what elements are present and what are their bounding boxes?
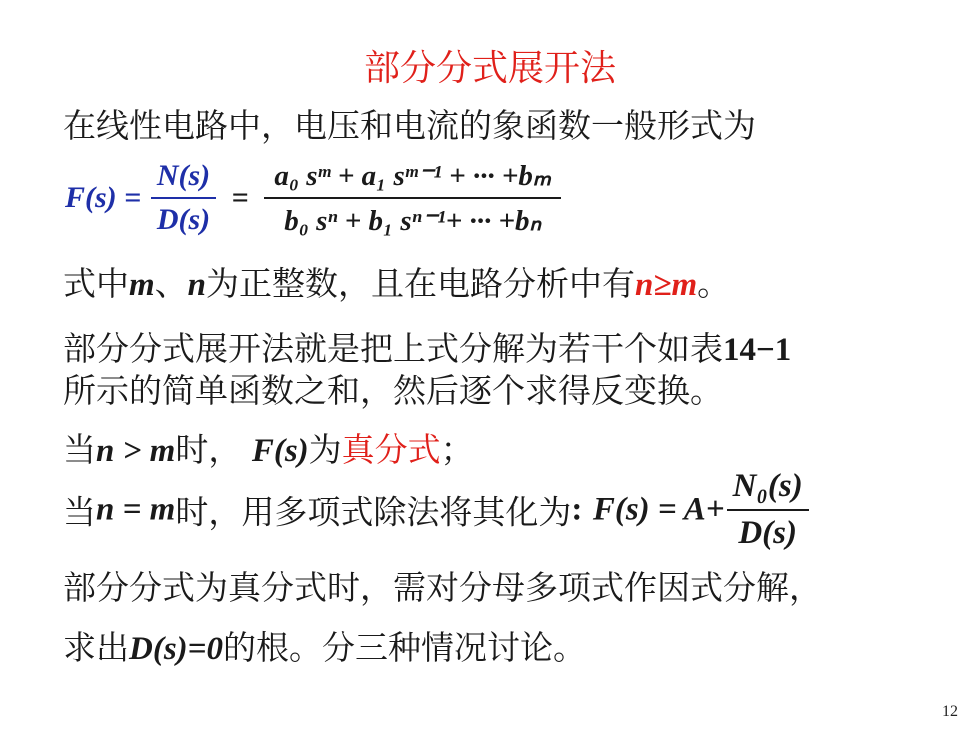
case-F: F(s) [251,433,309,469]
condition-sep: 、 [154,264,188,303]
condition-text-a: 式中 [63,264,129,303]
case2-text-b: 时，用多项式除法将其化为 [175,492,572,532]
formula-polynomial-fraction [264,158,561,238]
case2-fraction [727,468,809,552]
case-text-b: 时， [175,430,242,469]
polynomial-denominator: b₀ sⁿ + b₁ sⁿ⁻¹+ ··· +bₙ [264,197,561,238]
intro-line: 在线性电路中，电压和电流的象函数一般形式为 [63,106,756,145]
condition-text-b: 为正整数，且在电路分析中有 [206,264,636,303]
formula-fraction-nd [151,159,216,237]
condition-inequality: n≥m [635,267,698,303]
case-text-c: 为 [308,430,342,469]
roots-text-a: 求出 [63,628,129,667]
case-cond-gt: n > m [96,433,176,469]
polynomial-numerator: a₀ sᵐ + a₁ sᵐ⁻¹ + ··· +bₘ [274,160,551,192]
general-formula [65,158,561,238]
proper-fraction-term: 真分式 [341,430,441,469]
method-line-1 [63,323,791,370]
case2-cond-eq: n = m [96,491,176,528]
page-number: 12 [942,703,958,720]
case2-text-a: 当 [63,492,96,532]
formula-denominator-d: D(s) [151,197,216,237]
method-text: 部分分式展开法就是把上式分解为若干个如表 [63,329,723,368]
roots-text-b: 的根。分三种情况讨论。 [222,628,586,667]
case-equal-line [63,468,809,552]
case2-numerator: N₀(s) [732,468,803,504]
case2-denominator: D(s) [727,509,809,552]
roots-equation: D(s)=0 [129,631,223,667]
formula-equals: = [231,181,249,214]
var-n: n [187,267,207,303]
case-text-a: 当 [63,430,96,469]
case-proper-line [63,424,474,471]
method-line-2: 所示的简单函数之和，然后逐个求得反变换。 [63,371,723,410]
formula-lhs: F(s) = [65,181,142,214]
condition-line [63,258,730,305]
var-m: m [129,267,155,303]
factorization-line: 部分分式为真分式时，需对分母多项式作因式分解， [63,568,822,607]
case2-colon: : [571,491,583,528]
condition-end: 。 [697,264,731,303]
case-end: ； [440,430,474,469]
case2-F-expression: F(s) = A+ [592,491,725,528]
slide-title: 部分分式展开法 [363,48,616,89]
table-reference: 14−1 [723,332,792,368]
formula-numerator-n: N(s) [156,159,211,192]
roots-line [63,622,586,669]
